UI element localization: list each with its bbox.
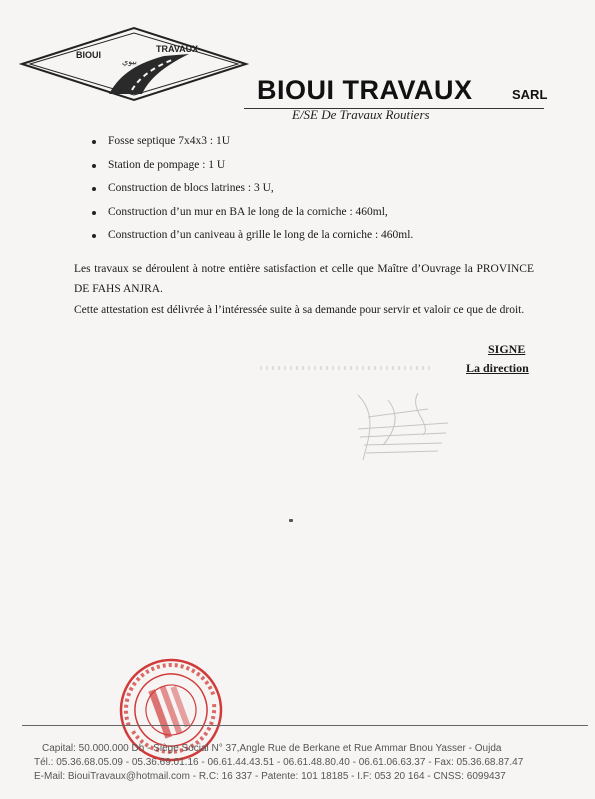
works-list: [92, 130, 413, 248]
footer-phone-fax: Tél.: 05.36.68.05.09 - 05.36.69.01.16 - 06.61.44.43.51 - 06.61.48.80.40 - 06.61.06.63.37 - Fax: 05.36.68.87.47: [34, 757, 524, 768]
satisfaction-paragraph: Les travaux se déroulent à notre entière satisfaction et celle que Maître d’Ouvrage la PROVINCE DE FAHS ANJRA.: [74, 263, 534, 295]
company-name: BIOUI TRAVAUX: [257, 75, 473, 105]
attestation-paragraph: Cette attestation est délivrée à l’intéressée suite à sa demande pour servir et valoir ce que de droit.: [74, 304, 525, 316]
ink-speck: [289, 519, 293, 522]
company-logo: [14, 24, 254, 104]
work-label: Construction de blocs latrines : 3 U,: [108, 182, 274, 194]
footer-email-registration: E-Mail: BiouiTravaux@hotmail.com - R.C: 16 337 - Patente: 101 18185 - I.F: 053 20 164 - CNSS: 6099437: [34, 771, 506, 782]
list-item: [92, 224, 413, 248]
letterhead: [14, 24, 564, 122]
work-label: Construction d’un mur en BA le long de la corniche : 460ml,: [108, 205, 388, 218]
list-item: [92, 154, 413, 178]
work-label: Station de pompage : 1 U: [108, 158, 226, 171]
company-tagline: E/SE De Travaux Routiers: [292, 107, 430, 122]
list-item: [92, 130, 413, 154]
list-item: [92, 201, 413, 225]
footer-divider: [22, 725, 588, 726]
bullet-icon: [92, 187, 96, 191]
work-label: Construction d’un caniveau à grille le long de la corniche : 460ml.: [108, 229, 414, 241]
signature-label: SIGNE: [488, 342, 526, 356]
company-type: SARL: [512, 87, 548, 102]
bullet-icon: [92, 140, 96, 144]
logo-arabic: بيوي: [122, 57, 138, 66]
footer-capital-address: Capital: 50.000.000 Dh - Siège Social N° 37,Angle Rue de Berkane et Rue Ammar Bnou Yasser - Oujda: [42, 743, 502, 754]
bullet-icon: [92, 164, 96, 168]
company-footer: [34, 742, 523, 784]
work-label: Fosse septique 7x4x3 : 1U: [108, 135, 231, 147]
direction-label: La direction: [466, 361, 529, 375]
bullet-icon: [92, 211, 96, 215]
list-item: [92, 177, 413, 201]
logo-text-right: TRAVAUX: [156, 44, 199, 54]
logo-text-left: BIOUI: [76, 50, 102, 60]
bullet-icon: [92, 234, 96, 238]
faint-dotted-line: [260, 366, 430, 370]
faint-company-stamp: [338, 385, 468, 465]
